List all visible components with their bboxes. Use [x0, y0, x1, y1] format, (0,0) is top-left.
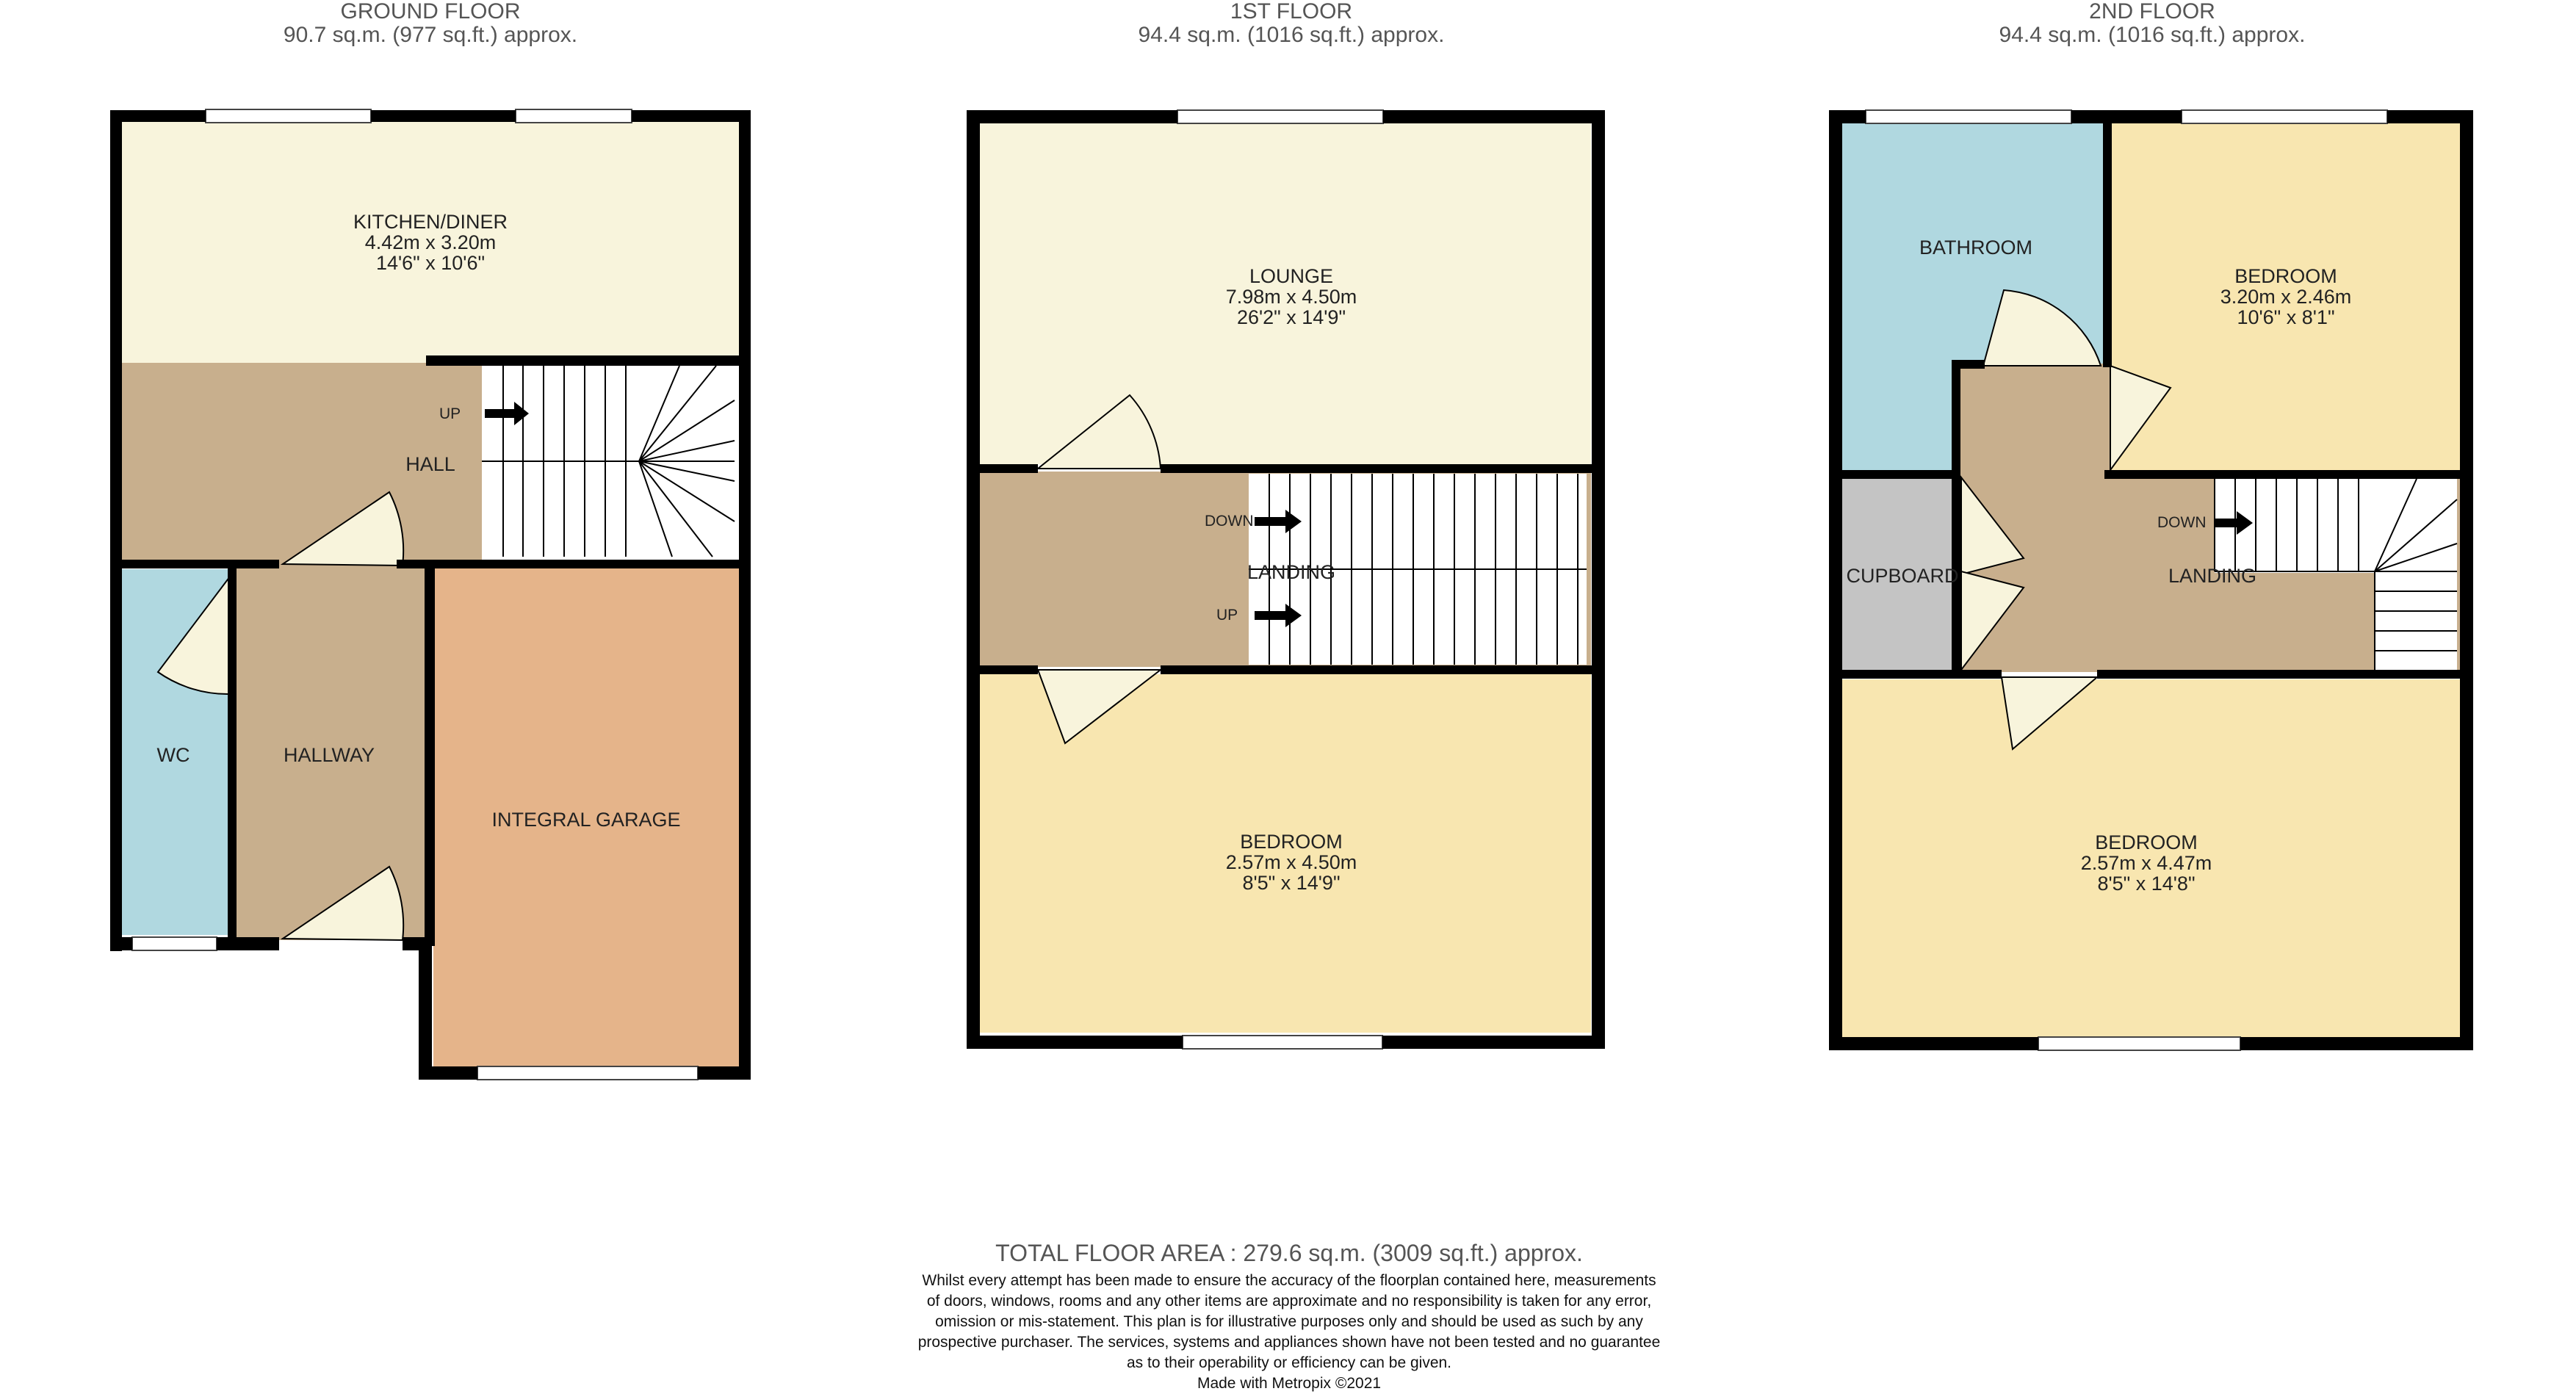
kitchen-diner-metric: 4.42m x 3.20m — [364, 231, 497, 253]
second-stairs-down-label: DOWN — [2157, 514, 2207, 531]
wc-name: WC — [156, 744, 190, 766]
landing1-label — [1247, 562, 1335, 582]
landing1-name: LANDING — [1246, 561, 1336, 583]
disclaimer-line: of doors, windows, rooms and any other items are approximate and no responsibility is taken for any error, — [926, 1293, 1652, 1310]
first-stairs-down-label: DOWN — [1205, 513, 1254, 530]
second-floor-title — [1822, 0, 2483, 47]
cupboard-label — [1846, 566, 1958, 586]
bedroom3-label — [2081, 832, 2212, 894]
disclaimer-line: prospective purchaser. The services, systems and appliances shown have not been tested and no guarantee — [917, 1334, 1661, 1351]
bedroom2-imperial: 10'6" x 8'1" — [2237, 306, 2335, 328]
hall-name: HALL — [405, 453, 455, 475]
second-stairs-landing-patch — [2215, 573, 2375, 670]
disclaimer-line: omission or mis-statement. This plan is for illustrative purposes only and should be used as such by any — [935, 1313, 1643, 1330]
floorplan-footer — [845, 1240, 1733, 1394]
ground-floor-title — [100, 0, 761, 47]
total-floor-area: TOTAL FLOOR AREA : 279.6 sq.m. (3009 sq.ft.) approx. — [995, 1240, 1583, 1266]
kitchen-diner-imperial: 14'6" x 10'6" — [375, 252, 486, 274]
bedroom1-metric: 2.57m x 4.50m — [1225, 851, 1357, 873]
wc-label — [157, 745, 190, 765]
bedroom3-name: BEDROOM — [2095, 831, 2198, 853]
first-floor-name: 1ST FLOOR — [1230, 0, 1353, 24]
second-floor-name: 2ND FLOOR — [2089, 0, 2215, 24]
kitchen-diner-name: KITCHEN/DINER — [353, 211, 508, 233]
disclaimer-line: as to their operability or efficiency can be given. — [1126, 1354, 1452, 1371]
disclaimer — [845, 1271, 1733, 1373]
hallway-name: HALLWAY — [283, 744, 375, 766]
lounge-name: LOUNGE — [1249, 265, 1334, 287]
bedroom1-name: BEDROOM — [1240, 831, 1343, 853]
lounge-metric: 7.98m x 4.50m — [1225, 286, 1357, 308]
bathroom-label — [1919, 237, 2032, 258]
ground-stairs-up-label: UP — [439, 405, 461, 422]
ground-floor-area: 90.7 sq.m. (977 sq.ft.) approx. — [283, 23, 578, 47]
bedroom2-label — [2220, 266, 2352, 328]
landing2-name: LANDING — [2168, 565, 2257, 587]
bedroom1-label — [1226, 831, 1357, 893]
disclaimer-line: Whilst every attempt has been made to ensure the accuracy of the floorplan contained here, measurements — [922, 1272, 1656, 1289]
bedroom3-imperial: 8'5" x 14'8" — [2097, 873, 2196, 895]
lounge-label — [1226, 266, 1357, 328]
first-floor-title — [961, 0, 1622, 47]
bedroom2-name: BEDROOM — [2234, 265, 2337, 287]
first-floor-area: 94.4 sq.m. (1016 sq.ft.) approx. — [1138, 23, 1445, 47]
bathroom-name: BATHROOM — [1919, 236, 2032, 259]
hallway-label — [284, 745, 375, 765]
bedroom1-imperial: 8'5" x 14'9" — [1242, 872, 1341, 894]
made-with-credit: Made with Metropix ©2021 — [1197, 1375, 1382, 1392]
hall-label — [405, 454, 455, 474]
integral-garage-label — [491, 809, 680, 830]
bedroom3-metric: 2.57m x 4.47m — [2080, 852, 2212, 874]
ground-floor-name: GROUND FLOOR — [340, 0, 521, 24]
bedroom2-metric: 3.20m x 2.46m — [2220, 286, 2352, 308]
second-floor-area: 94.4 sq.m. (1016 sq.ft.) approx. — [1999, 23, 2306, 47]
integral-garage-name: INTEGRAL GARAGE — [491, 809, 681, 831]
lounge-imperial: 26'2" x 14'9" — [1236, 306, 1346, 328]
first-stairs-up-label: UP — [1216, 607, 1238, 624]
cupboard-name: CUPBOARD — [1846, 565, 1959, 587]
kitchen-diner-label — [353, 212, 508, 273]
landing2-label — [2168, 566, 2256, 586]
